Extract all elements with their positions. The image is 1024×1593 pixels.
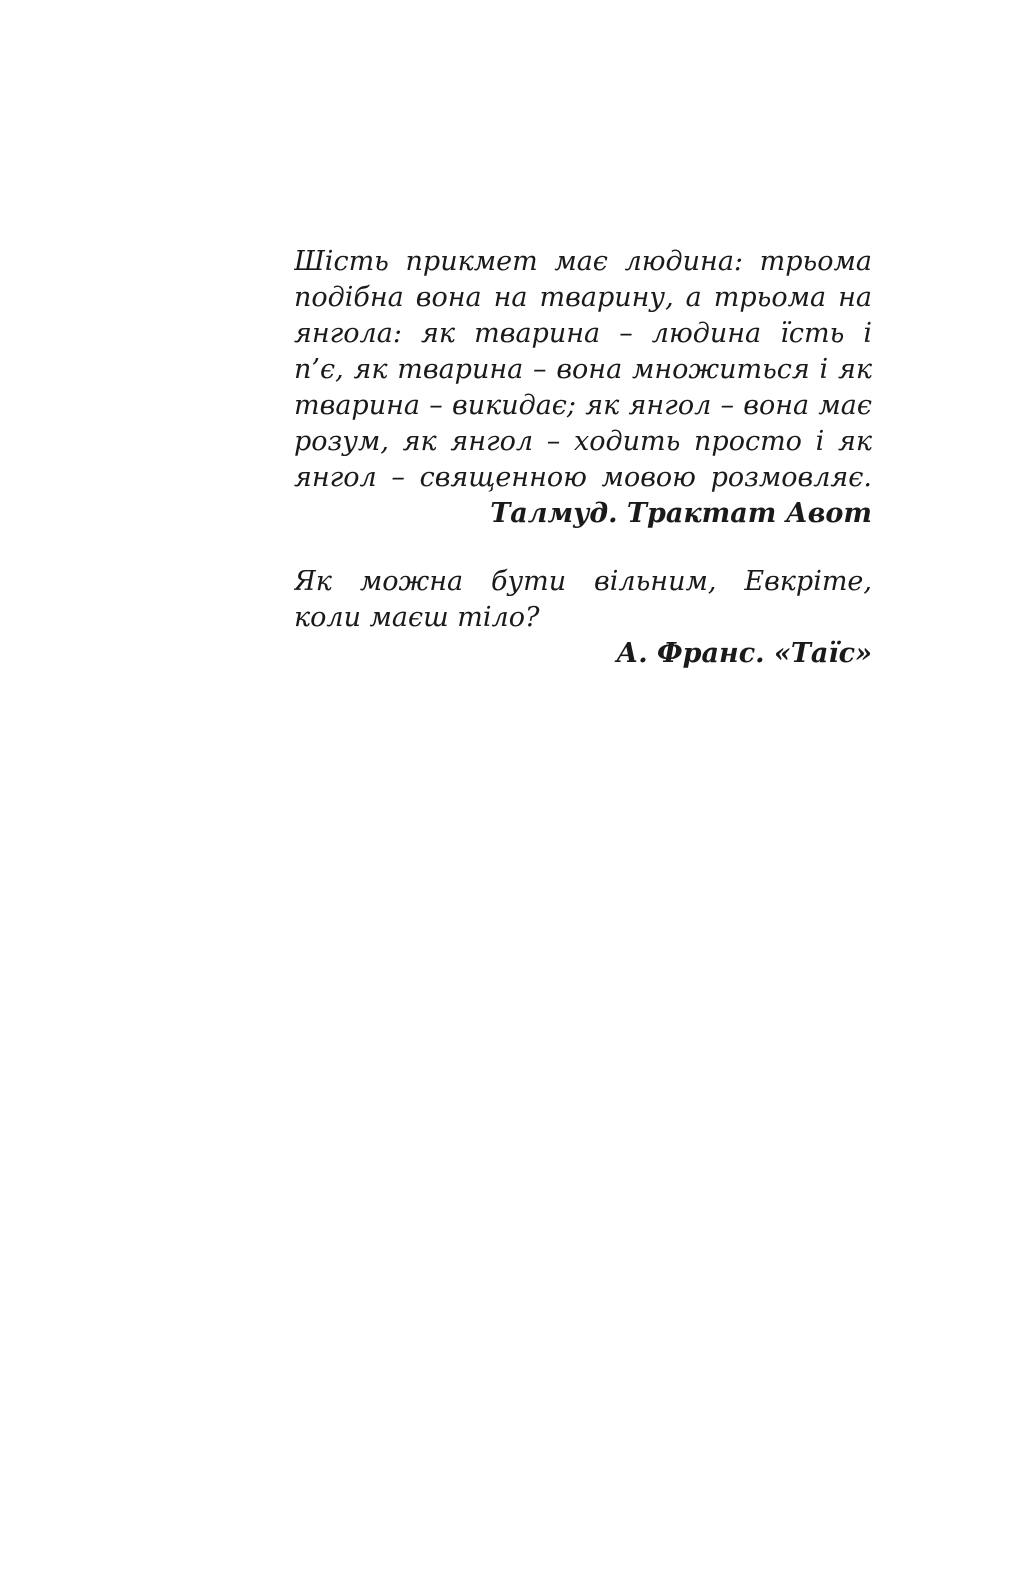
epigraph-line: коли маєш тіло? — [294, 602, 540, 633]
epigraph-line: подібна вона на тварину, а трьома на — [294, 282, 872, 313]
epigraph-attribution: Талмуд. Трактат Авот — [490, 498, 872, 529]
epigraph-line: Шість прикмет має людина: трьома — [294, 246, 872, 277]
epigraph-attribution: А. Франс. «Таїс» — [616, 638, 872, 669]
epigraph-line: Як можна бути вільним, Евкріте, — [294, 566, 872, 597]
epigraph-line: розум, як янгол – ходить просто і як — [294, 426, 872, 457]
epigraph-line: янгол – священною мовою розмовляє. — [294, 462, 872, 493]
epigraph-france — [294, 564, 872, 672]
epigraph-talmud — [294, 244, 872, 532]
epigraph-line: янгола: як тварина – людина їсть і — [294, 318, 872, 349]
epigraph-line: тварина – викидає; як янгол – вона має — [294, 390, 872, 421]
epigraph-line: п’є, як тварина – вона множиться і як — [294, 354, 872, 385]
epigraphs — [294, 244, 872, 672]
